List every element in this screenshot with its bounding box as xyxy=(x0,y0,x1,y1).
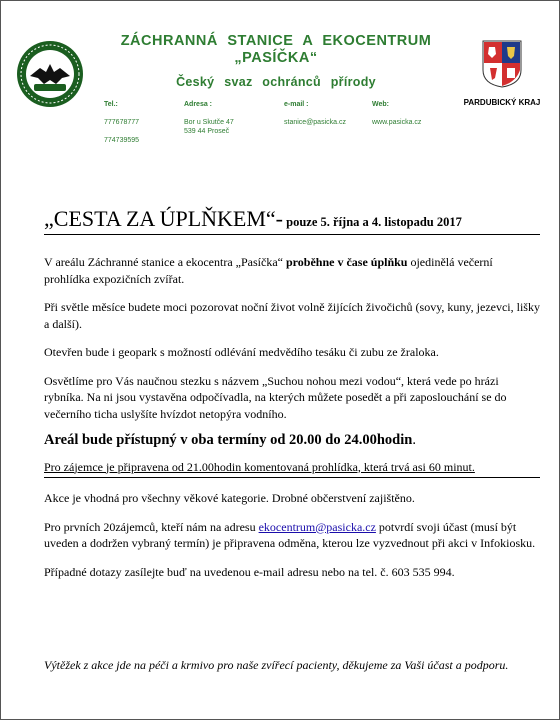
contact-email xyxy=(284,100,346,127)
paragraph-trail: Osvětlíme pro Vás naučnou stezku s názvem „Suchou nohou mezi vodou“, která vede po hrázi rybníka. Na ni jsou vystavěna odpočívadla, na kterých můžete posedět a při zaposlouchání se do večerního ticha uslyšíte hvízdot netopýra vodního. xyxy=(44,373,507,421)
intro-highlight: proběhne v čase úplňku xyxy=(285,255,408,269)
contact-web-value[interactable]: www.pasicka.cz xyxy=(372,119,422,126)
paragraph-animals: Při světle měsíce budete moci pozorovat noční život volně žijících živočichů (sovy, kuny, jezevci, lišky a další). xyxy=(44,300,540,331)
pasicka-logo-icon xyxy=(16,40,84,108)
pardubice-region-crest-icon xyxy=(482,40,522,88)
paragraph-questions: Případné dotazy zasílejte buď na uvedenou e-mail adresu nebo na tel. č. 603 535 994. xyxy=(44,564,455,579)
contact-email-label: e-mail : xyxy=(284,101,309,108)
contact-phone-2: 774739595 xyxy=(104,137,140,144)
event-title: „CESTA ZA ÚPLŇKEM“- xyxy=(44,206,284,231)
org-title-line2: „PASÍČKA“ xyxy=(234,50,318,66)
reward-text-b: potvrdí svoji účast (musí být uveden a dodržen vybraný termín) je připravena odměna, kterou lze vyzvednout při akci v Infokiosku. xyxy=(44,519,536,550)
guided-tour-rule xyxy=(44,477,540,478)
footer-note: Výtěžek z akce jde na péči a krmivo pro naše zvířecí pacienty, děkujeme za Vaši účast a podporu. xyxy=(44,658,509,672)
region-name: PARDUBICKÝ KRAJ xyxy=(463,98,541,107)
paragraph-geopark: Otevřen bude i geopark s možností odlévání medvědího tesáku či zubu ze žraloka. xyxy=(44,345,439,359)
contact-address-1: Bor u Skutče 47 xyxy=(184,119,234,126)
event-body xyxy=(44,254,540,592)
org-title-line1: ZÁCHRANNÁ STANICE A EKOCENTRUM xyxy=(120,33,432,49)
opening-hours-text: Areál bude přístupný v oba termíny od 20.00 do 24.00hodin xyxy=(44,432,413,448)
intro-text-a: V areálu Záchranné stanice a ekocentra „Pasíčka“ xyxy=(44,255,286,269)
contact-web-label: Web: xyxy=(372,101,389,108)
ekocentrum-email-link[interactable]: ekocentrum@pasicka.cz xyxy=(258,519,376,534)
paragraph-guided-tour: Pro zájemce je připravena od 21.00hodin komentovaná prohlídka, která trvá asi 60 minut. xyxy=(44,459,475,474)
contact-phone xyxy=(104,100,139,145)
event-dates: pouze 5. října a 4. listopadu 2017 xyxy=(283,215,462,229)
paragraph-intro xyxy=(44,254,540,287)
contact-address-label: Adresa : xyxy=(184,101,213,108)
title-underline xyxy=(44,234,540,235)
contact-address xyxy=(184,100,234,136)
contact-phone-label: Tel.: xyxy=(104,101,118,108)
paragraph-opening-hours xyxy=(44,432,540,449)
contact-web xyxy=(372,100,421,127)
event-headline xyxy=(44,206,544,232)
org-title xyxy=(96,33,456,67)
opening-hours-period: . xyxy=(412,432,416,448)
reward-text-a: Pro prvních 20zájemců, kteří nám na adresu xyxy=(44,519,259,534)
paragraph-suitability: Akce je vhodná pro všechny věkové kategorie. Drobné občerstvení zajištěno. xyxy=(44,491,415,505)
intro-text-c: ojedinělá večerní prohlídka expozičních zvířat. xyxy=(44,255,493,286)
org-subtitle: Český svaz ochránců přírody xyxy=(176,75,376,89)
paragraph-reward xyxy=(44,519,540,552)
contact-email-value[interactable]: stanice@pasicka.cz xyxy=(284,119,346,126)
contact-phone-1: 777678777 xyxy=(104,119,140,126)
contact-address-2: 539 44 Proseč xyxy=(184,128,230,135)
